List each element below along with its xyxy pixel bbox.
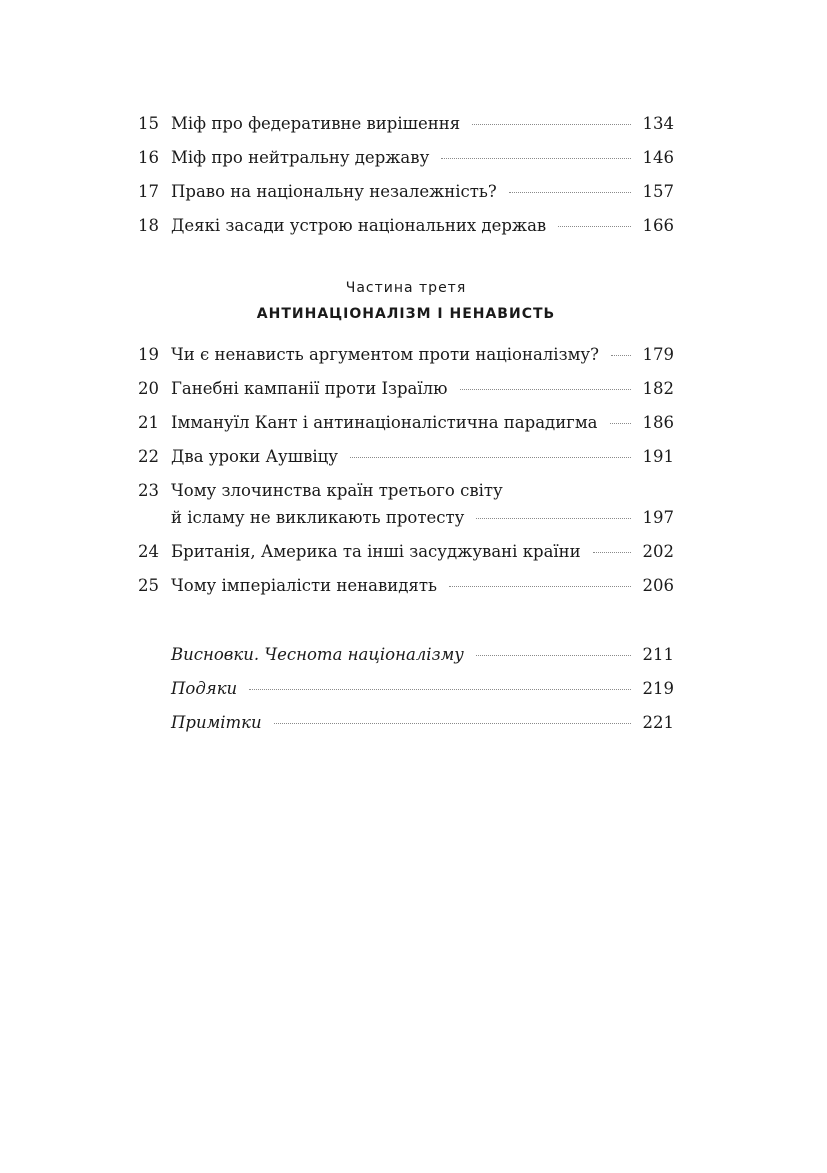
toc-entry[interactable]: [138, 681, 674, 715]
toc-entry[interactable]: [138, 347, 674, 381]
toc-entry[interactable]: [138, 218, 674, 252]
toc-entry[interactable]: [138, 715, 674, 749]
toc-entry[interactable]: [138, 449, 674, 483]
chapter-number: 20: [138, 379, 159, 398]
toc-part-two-tail: [138, 116, 674, 252]
toc-back-matter: [138, 647, 674, 749]
page-number: 146: [642, 148, 674, 167]
back-matter-title: Висновки. Чеснота націоналізму: [171, 645, 464, 664]
chapter-title: Міф про федеративне вирішення: [171, 114, 461, 133]
chapter-number: 18: [138, 216, 159, 235]
dot-leader: [611, 355, 631, 356]
chapter-number: 23: [138, 481, 159, 500]
page-number: 206: [642, 576, 674, 595]
page-number: 182: [642, 379, 674, 398]
dot-leader: [476, 655, 631, 656]
page-number: 134: [642, 114, 674, 133]
chapter-title: Британія, Америка та інші засуджувані країни: [171, 542, 581, 561]
chapter-number: 21: [138, 413, 159, 432]
page-number: 202: [642, 542, 674, 561]
page-number: 157: [642, 182, 674, 201]
dot-leader: [593, 552, 631, 553]
toc-entry[interactable]: [138, 578, 674, 612]
toc-entry[interactable]: [138, 647, 674, 681]
toc-part-three: [138, 347, 674, 612]
dot-leader: [509, 192, 631, 193]
dot-leader: [274, 723, 631, 724]
back-matter-title: Подяки: [171, 679, 238, 698]
page-number: 186: [642, 413, 674, 432]
dot-leader: [558, 226, 630, 227]
page-number: 166: [642, 216, 674, 235]
chapter-title: Право на національну незалежність?: [171, 182, 497, 201]
chapter-number: 24: [138, 542, 159, 561]
toc-entry[interactable]: [138, 415, 674, 449]
toc-entry[interactable]: [138, 544, 674, 578]
page-number: 197: [642, 508, 674, 527]
dot-leader: [449, 586, 631, 587]
part-title: АНТИНАЦІОНАЛІЗМ І НЕНАВИСТЬ: [256, 306, 556, 322]
toc-entry[interactable]: [138, 116, 674, 150]
toc-entry[interactable]: [138, 184, 674, 218]
chapter-number: 15: [138, 114, 159, 133]
toc-entry[interactable]: [138, 150, 674, 184]
toc-entry[interactable]: [138, 381, 674, 415]
chapter-title: Міф про нейтральну державу: [171, 148, 430, 167]
toc-entry[interactable]: [138, 483, 674, 544]
chapter-title: Деякі засади устрою національних держав: [171, 216, 547, 235]
chapter-number: 17: [138, 182, 159, 201]
dot-leader: [476, 518, 630, 519]
dot-leader: [610, 423, 631, 424]
dot-leader: [249, 689, 630, 690]
chapter-title-line1: Чому злочинства країн третього світу: [171, 481, 503, 500]
chapter-number: 25: [138, 576, 159, 595]
chapter-number: 19: [138, 345, 159, 364]
back-matter-title: Примітки: [171, 713, 262, 732]
chapter-title: Іммануїл Кант і антинаціоналістична парадигма: [171, 413, 598, 432]
chapter-title: Ганебні кампанії проти Ізраїлю: [171, 379, 448, 398]
dot-leader: [460, 389, 631, 390]
page-number: 179: [642, 345, 674, 364]
dot-leader: [350, 457, 631, 458]
chapter-number: 22: [138, 447, 159, 466]
page-number: 221: [642, 713, 674, 732]
chapter-title: Чи є ненависть аргументом проти націоналізму?: [171, 345, 599, 364]
page-number: 211: [642, 645, 674, 664]
dot-leader: [441, 158, 630, 159]
page-number: 191: [642, 447, 674, 466]
chapter-title-line2: й ісламу не викликають протесту: [171, 508, 465, 527]
page-number: 219: [642, 679, 674, 698]
chapter-title: Чому імперіалісти ненавидять: [171, 576, 437, 595]
chapter-number: 16: [138, 148, 159, 167]
dot-leader: [472, 124, 630, 125]
chapter-title: Два уроки Аушвіцу: [171, 447, 338, 466]
part-label: Частина третя: [345, 280, 467, 296]
